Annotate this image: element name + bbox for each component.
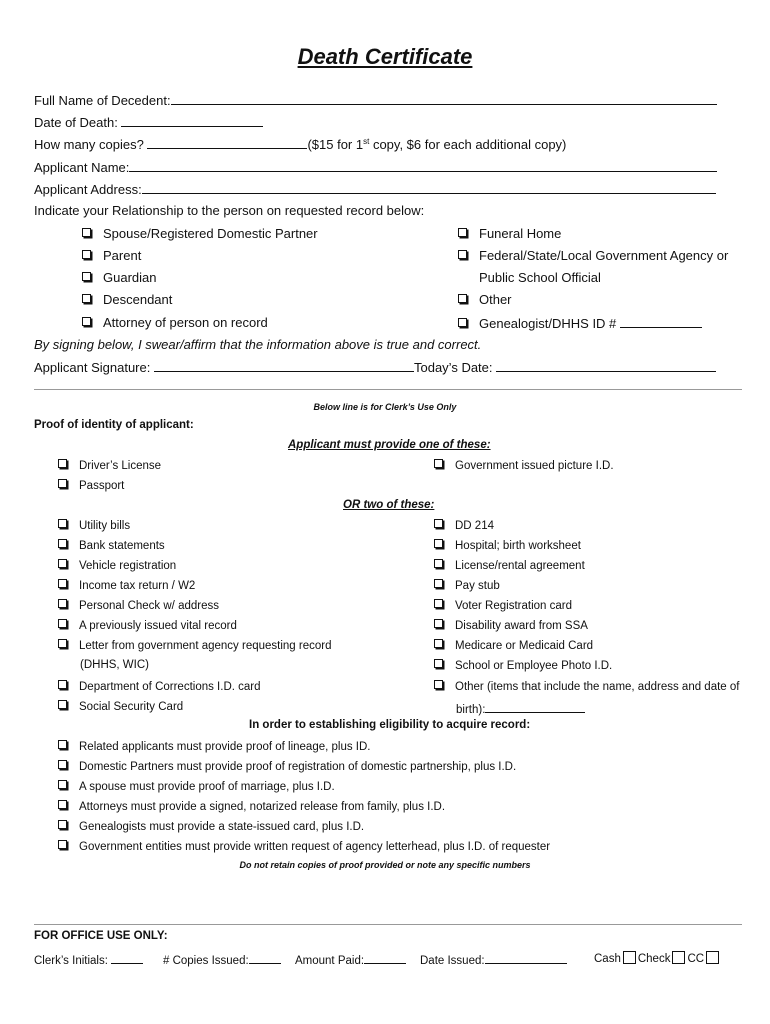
other-id-field[interactable] <box>485 700 585 713</box>
payment-method-row <box>594 951 721 965</box>
office-use-row <box>163 951 281 967</box>
date-issued-label: Date Issued: <box>420 955 485 967</box>
checkbox-icon[interactable] <box>458 228 467 237</box>
office-use-row <box>295 951 406 967</box>
checkbox-icon[interactable] <box>58 599 67 608</box>
applicant-name-label: Applicant Name: <box>34 160 130 175</box>
checkbox-icon[interactable] <box>58 639 67 648</box>
date-issued-field[interactable] <box>485 951 567 964</box>
divider <box>34 389 742 390</box>
amount-paid-field[interactable] <box>364 951 406 964</box>
checkbox-icon[interactable] <box>434 680 443 689</box>
checkbox-icon[interactable] <box>58 459 67 468</box>
amount-paid-label: Amount Paid: <box>295 955 365 967</box>
eligibility-item[interactable]: Genealogists must provide a state-issued card, plus I.D. <box>58 820 364 833</box>
checkbox-icon[interactable] <box>58 800 67 809</box>
checkbox-icon[interactable] <box>434 579 443 588</box>
relationship-option[interactable]: Attorney of person on record <box>82 315 268 330</box>
eligibility-header: In order to establishing eligibility to acquire record: <box>249 719 531 731</box>
relationship-option[interactable]: Spouse/Registered Domestic Partner <box>82 226 318 241</box>
id-option[interactable]: Government issued picture I.D. <box>434 459 614 472</box>
checkbox-icon[interactable] <box>82 294 91 303</box>
full-name-label: Full Name of Decedent: <box>34 93 171 108</box>
checkbox-icon[interactable] <box>58 539 67 548</box>
id-option[interactable]: School or Employee Photo I.D. <box>434 659 612 672</box>
office-use-row <box>34 951 143 967</box>
id-option[interactable]: Department of Corrections I.D. card <box>58 680 261 693</box>
cc-checkbox[interactable] <box>706 951 719 964</box>
divider <box>34 924 742 925</box>
applicant-name-row <box>34 159 717 175</box>
copies-field[interactable] <box>147 136 307 149</box>
copies-issued-field[interactable] <box>249 951 281 964</box>
checkbox-icon[interactable] <box>58 780 67 789</box>
id-option[interactable]: Income tax return / W2 <box>58 579 195 592</box>
cash-checkbox[interactable] <box>623 951 636 964</box>
id-option[interactable]: Vehicle registration <box>58 559 176 572</box>
applicant-address-row <box>34 181 716 197</box>
eligibility-item[interactable]: Government entities must provide written request of agency letterhead, plus I.D. of requester <box>58 840 550 853</box>
checkbox-icon[interactable] <box>458 294 467 303</box>
relationship-option[interactable]: Other <box>458 292 512 307</box>
check-label: Check <box>637 953 671 965</box>
date-of-death-field[interactable] <box>121 114 263 127</box>
page-title: Death Certificate <box>297 44 473 69</box>
checkbox-icon[interactable] <box>58 700 67 709</box>
checkbox-icon[interactable] <box>58 840 67 849</box>
checkbox-icon[interactable] <box>58 559 67 568</box>
office-use-row <box>420 951 567 967</box>
one-of-header: Applicant must provide one of these: <box>288 439 491 451</box>
signature-field[interactable] <box>154 359 414 372</box>
id-option[interactable]: Disability award from SSA <box>434 619 588 632</box>
two-of-header: OR two of these: <box>343 499 435 511</box>
relationship-option[interactable]: Descendant <box>82 292 172 307</box>
checkbox-icon[interactable] <box>82 250 91 259</box>
clerk-use-header: Below line is for Clerk’s Use Only <box>313 402 457 412</box>
retain-note: Do not retain copies of proof provided or note any specific numbers <box>239 860 531 870</box>
cc-label: CC <box>687 953 705 965</box>
genealogist-id-field[interactable] <box>620 315 702 328</box>
relationship-option-continued: Public School Official <box>479 270 601 285</box>
id-option[interactable]: DD 214 <box>434 519 494 532</box>
copies-row <box>34 136 566 152</box>
full-name-row <box>34 92 717 108</box>
checkbox-icon[interactable] <box>58 760 67 769</box>
checkbox-icon[interactable] <box>82 228 91 237</box>
checkbox-icon[interactable] <box>458 250 467 259</box>
clerk-initials-field[interactable] <box>111 951 143 964</box>
id-option[interactable]: Letter from government agency requesting record <box>58 639 332 652</box>
relationship-prompt: Indicate your Relationship to the person on requested record below: <box>34 203 425 218</box>
cash-label: Cash <box>594 953 621 965</box>
relationship-option[interactable]: Federal/State/Local Government Agency or <box>458 248 728 263</box>
applicant-address-field[interactable] <box>142 181 716 194</box>
id-option[interactable]: Other (items that include the name, address and date of <box>434 680 739 693</box>
full-name-field[interactable] <box>171 92 717 105</box>
id-option[interactable]: A previously issued vital record <box>58 619 237 632</box>
id-option-continued: (DHHS, WIC) <box>80 659 149 671</box>
id-option[interactable]: Driver’s License <box>58 459 161 472</box>
checkbox-icon[interactable] <box>58 820 67 829</box>
checkbox-icon[interactable] <box>434 539 443 548</box>
checkbox-icon[interactable] <box>434 459 443 468</box>
relationship-option[interactable]: Funeral Home <box>458 226 561 241</box>
checkbox-icon[interactable] <box>434 659 443 668</box>
id-option[interactable]: Social Security Card <box>58 700 183 713</box>
checkbox-icon[interactable] <box>58 680 67 689</box>
id-option[interactable]: Hospital; birth worksheet <box>434 539 581 552</box>
checkbox-icon[interactable] <box>434 559 443 568</box>
relationship-option[interactable]: Parent <box>82 248 141 263</box>
checkbox-icon[interactable] <box>434 619 443 628</box>
office-use-header: FOR OFFICE USE ONLY: <box>34 930 168 942</box>
checkbox-icon[interactable] <box>458 318 467 327</box>
checkbox-icon[interactable] <box>58 579 67 588</box>
signature-label: Applicant Signature: <box>34 360 151 375</box>
id-option[interactable]: License/rental agreement <box>434 559 585 572</box>
sworn-statement: By signing below, I swear/affirm that the information above is true and correct. <box>34 337 482 352</box>
clerk-initials-label: Clerk’s Initials: <box>34 955 108 967</box>
checkbox-icon[interactable] <box>82 272 91 281</box>
eligibility-item[interactable]: Domestic Partners must provide proof of registration of domestic partnership, plus I.D. <box>58 760 516 773</box>
id-option-continued: birth): <box>456 700 585 716</box>
checkbox-icon[interactable] <box>58 619 67 628</box>
date-of-death-label: Date of Death: <box>34 115 118 130</box>
checkbox-icon[interactable] <box>82 317 91 326</box>
id-option[interactable]: Utility bills <box>58 519 130 532</box>
checkbox-icon[interactable] <box>58 740 67 749</box>
id-option[interactable]: Pay stub <box>434 579 500 592</box>
copies-issued-label: # Copies Issued: <box>163 955 249 967</box>
applicant-name-field[interactable] <box>129 159 717 172</box>
checkbox-icon[interactable] <box>58 519 67 528</box>
relationship-option[interactable]: Guardian <box>82 270 156 285</box>
copies-label: How many copies? <box>34 137 144 152</box>
proof-header: Proof of identity of applicant: <box>34 419 194 431</box>
check-checkbox[interactable] <box>672 951 685 964</box>
checkbox-icon[interactable] <box>434 599 443 608</box>
date-of-death-row <box>34 114 263 130</box>
eligibility-item[interactable]: A spouse must provide proof of marriage, plus I.D. <box>58 780 335 793</box>
id-option[interactable]: Passport <box>58 479 124 492</box>
id-option[interactable]: Voter Registration card <box>434 599 572 612</box>
copies-price-note: ($15 for 1st copy, $6 for each additional copy) <box>307 137 567 152</box>
signature-row <box>34 359 716 375</box>
checkbox-icon[interactable] <box>58 479 67 488</box>
id-option[interactable]: Medicare or Medicaid Card <box>434 639 593 652</box>
applicant-address-label: Applicant Address: <box>34 182 142 197</box>
relationship-option[interactable]: Genealogist/DHHS ID # <box>458 315 702 331</box>
checkbox-icon[interactable] <box>434 519 443 528</box>
eligibility-item[interactable]: Related applicants must provide proof of lineage, plus ID. <box>58 740 371 753</box>
id-option[interactable]: Personal Check w/ address <box>58 599 219 612</box>
id-option[interactable]: Bank statements <box>58 539 165 552</box>
today-date-field[interactable] <box>496 359 716 372</box>
today-date-label: Today’s Date: <box>413 360 493 375</box>
eligibility-item[interactable]: Attorneys must provide a signed, notarized release from family, plus I.D. <box>58 800 445 813</box>
checkbox-icon[interactable] <box>434 639 443 648</box>
